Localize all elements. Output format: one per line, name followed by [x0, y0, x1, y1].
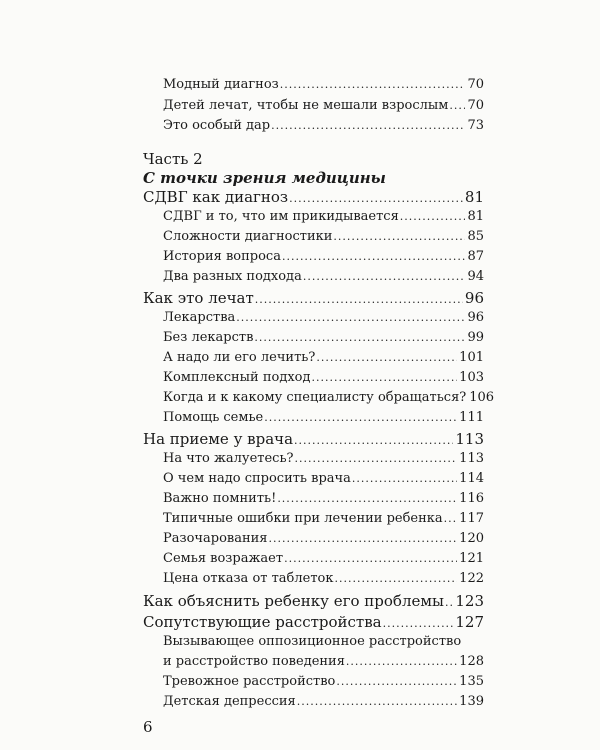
toc-section-title: Как объяснить ребенку его проблемы	[143, 592, 444, 610]
toc-entry	[163, 330, 484, 345]
toc-entry	[163, 654, 484, 669]
toc-entry-page: 121	[459, 551, 484, 566]
toc-entry-page: 85	[467, 229, 484, 244]
toc-entry-page: 116	[459, 491, 484, 506]
toc-entry	[163, 370, 484, 385]
toc-entry-page: 70	[467, 98, 484, 113]
toc-entry-page: 94	[467, 269, 484, 284]
toc-entry-children-treated	[163, 98, 484, 113]
toc-entry	[163, 269, 484, 284]
dot-leader	[269, 532, 458, 545]
toc-entry	[163, 491, 484, 506]
toc-entry-title: А надо ли его лечить?	[163, 350, 316, 365]
toc-entry-title: Цена отказа от таблеток	[163, 571, 334, 586]
part-label: Часть 2	[143, 150, 203, 168]
toc-section-page: 81	[464, 188, 484, 206]
toc-entry	[163, 694, 484, 709]
toc-entry-title: Это особый дар	[163, 118, 271, 133]
toc-entry-title: Два разных подхода	[163, 269, 302, 284]
dot-leader	[400, 210, 466, 223]
toc-entry	[163, 390, 495, 405]
toc-section-treatment	[143, 289, 484, 307]
dot-leader	[333, 230, 465, 243]
toc-section-explain-child	[143, 592, 484, 610]
toc-entry-page: 114	[459, 471, 484, 486]
toc-entry-title: Комплексный подход	[163, 370, 311, 385]
dot-leader	[280, 78, 466, 91]
toc-entry-page: 106	[469, 390, 495, 405]
toc-entry-page: 99	[467, 330, 484, 345]
dot-leader	[303, 270, 466, 283]
toc-entry-page: 111	[459, 410, 484, 425]
toc-entry-title: Разочарования	[163, 531, 268, 546]
toc-section-page: 123	[455, 592, 484, 610]
toc-entry	[163, 674, 484, 689]
toc-entry	[163, 209, 484, 224]
toc-entry	[163, 310, 484, 325]
dot-leader	[297, 695, 457, 708]
toc-entry	[163, 471, 484, 486]
dot-leader	[316, 351, 457, 364]
dot-leader	[289, 192, 463, 205]
dot-leader	[271, 119, 465, 132]
toc-entry-page: 135	[459, 674, 484, 689]
toc-entry-fashionable-diagnosis	[163, 77, 484, 92]
toc-entry-title: Детская депрессия	[163, 694, 296, 709]
toc-entry-page: 87	[467, 249, 484, 264]
toc-entry-title: Важно помнить!	[163, 491, 277, 506]
toc-entry	[163, 350, 484, 365]
dot-leader	[295, 452, 458, 465]
dot-leader	[284, 552, 457, 565]
dot-leader	[264, 411, 457, 424]
part-title: С точки зрения медицины	[143, 169, 386, 187]
toc-entry-title: Сложности диагностики	[163, 229, 333, 244]
dot-leader	[277, 492, 457, 505]
toc-entry	[163, 451, 484, 466]
dot-leader	[254, 331, 465, 344]
toc-section-title: Сопутствующие расстройства	[143, 613, 382, 631]
dot-leader	[334, 572, 457, 585]
toc-section-title: Как это лечат	[143, 289, 254, 307]
toc-entry-title: История вопроса	[163, 249, 281, 264]
toc-entry	[163, 511, 484, 526]
dot-leader	[255, 293, 463, 306]
toc-entry-title: Типичные ошибки при лечении ребенка	[163, 511, 443, 526]
toc-section-adhd-diagnosis	[143, 188, 484, 206]
toc-section-title: СДВГ как диагноз	[143, 188, 289, 206]
toc-entry-page: 101	[459, 350, 484, 365]
toc-entry-title: Детей лечат, чтобы не мешали взрослым	[163, 98, 449, 113]
toc-section-doctor-visit	[143, 430, 484, 448]
toc-section-page: 113	[455, 430, 484, 448]
dot-leader	[294, 434, 453, 447]
toc-entry-title: и расстройство поведения	[163, 654, 345, 669]
toc-entry-page: 81	[467, 209, 484, 224]
toc-entry-title: Без лекарств	[163, 330, 254, 345]
toc-entry-page: 70	[467, 77, 484, 92]
toc-entry	[163, 551, 484, 566]
toc-entry-title: Когда и к какому специалисту обращаться?	[163, 390, 467, 405]
dot-leader	[445, 596, 453, 609]
dot-leader	[346, 655, 457, 668]
toc-section-page: 96	[464, 289, 484, 307]
toc-entry-page: 103	[459, 370, 484, 385]
page-number: 6	[143, 718, 153, 736]
toc-section-comorbid-disorders	[143, 613, 484, 631]
toc-entry-title: СДВГ и то, что им прикидывается	[163, 209, 399, 224]
toc-section-page: 127	[455, 613, 484, 631]
toc-entry-title: Тревожное расстройство	[163, 674, 336, 689]
toc-entry-page: 96	[467, 310, 484, 325]
toc-entry-page: 139	[459, 694, 484, 709]
toc-entry-page: 122	[459, 571, 484, 586]
toc-entry	[163, 249, 484, 264]
dot-leader	[444, 512, 458, 525]
dot-leader	[336, 675, 457, 688]
toc-entry	[163, 410, 484, 425]
toc-entry-page: 73	[467, 118, 484, 133]
dot-leader	[312, 371, 458, 384]
toc-entry-page: 113	[459, 451, 484, 466]
toc-entry	[163, 571, 484, 586]
toc-entry-page: 120	[459, 531, 484, 546]
toc-entry-title: Семья возражает	[163, 551, 284, 566]
toc-entry-title: Лекарства	[163, 310, 236, 325]
toc-entry-title: О чем надо спросить врача	[163, 471, 351, 486]
toc-entry-special-gift	[163, 118, 484, 133]
toc-entry-title: Модный диагноз	[163, 77, 279, 92]
toc-entry-page: 128	[459, 654, 484, 669]
toc-entry-title-line1: Вызывающее оппозиционное расстройство	[163, 634, 462, 649]
toc-entry-title: Помощь семье	[163, 410, 264, 425]
dot-leader	[383, 617, 454, 630]
toc-entry	[163, 229, 484, 244]
dot-leader	[236, 311, 465, 324]
toc-entry	[163, 531, 484, 546]
toc-section-title: На приеме у врача	[143, 430, 294, 448]
dot-leader	[352, 472, 457, 485]
toc-entry-title: На что жалуетесь?	[163, 451, 294, 466]
dot-leader	[282, 250, 466, 263]
toc-entry-page: 117	[459, 511, 484, 526]
dot-leader	[449, 99, 465, 112]
